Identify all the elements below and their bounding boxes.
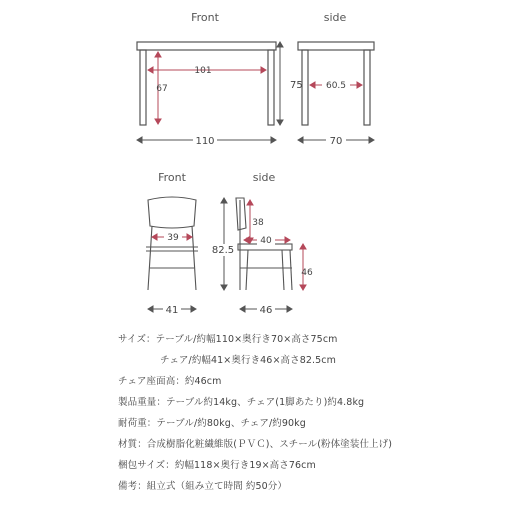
table-leg-height-value: 67	[156, 84, 168, 94]
chair-front-drawing	[146, 197, 198, 290]
chair-front-label: Front	[158, 171, 186, 184]
chair-side-label: side	[252, 171, 276, 184]
spec-size-table: サイズ：テーブル/約幅110×奥行き70×高さ75cm	[118, 334, 338, 345]
spec-weight: 製品重量：テーブル約14kg、チェア(1脚あたり)約4.8kg	[118, 397, 365, 408]
table-height-dim	[277, 42, 283, 125]
spec-seat-height: チェア座面高：約46cm	[118, 376, 222, 387]
spec-size-chair: チェア/約幅41×奥行き46×高さ82.5cm	[160, 355, 336, 366]
chair-seat-width-value: 39	[167, 233, 179, 243]
chair-height-value: 82.5	[211, 245, 235, 256]
table-front-left-leg	[140, 50, 146, 125]
chair-seat-height-value: 46	[301, 268, 313, 278]
chair-front-backrest	[148, 197, 196, 228]
spec-material: 材質：合成樹脂化粧繊維版(ＰＶＣ)、スチール(粉体塗装仕上げ)	[118, 439, 393, 450]
chair-back-height-value: 38	[252, 218, 264, 228]
chair-seat-depth-value: 40	[260, 236, 272, 246]
table-inner-width-value: 101	[194, 66, 212, 76]
spec-notes: 備考：組立式（組み立て時間 約50分）	[118, 481, 288, 492]
table-width-value: 110	[195, 136, 215, 147]
table-height-value: 75	[290, 80, 303, 91]
table-front-right-leg	[268, 50, 274, 125]
chair-depth-value: 46	[259, 305, 273, 316]
chair-side-backrest	[236, 198, 246, 230]
table-side-right-leg	[364, 50, 370, 125]
table-side-left-leg	[302, 50, 308, 125]
table-front-label: Front	[191, 11, 219, 24]
table-depth-value: 70	[329, 136, 343, 147]
table-front-top	[137, 42, 276, 50]
table-side-inner-value: 60.5	[325, 81, 347, 91]
table-side-top	[298, 42, 374, 50]
chair-width-value: 41	[165, 305, 179, 316]
chair-seat-height-dim	[300, 244, 306, 290]
spec-load-capacity: 耐荷重：テーブル/約80kg、チェア/約90kg	[118, 418, 306, 429]
spec-package-size: 梱包サイズ：約幅118×奥行き19×高さ76cm	[118, 460, 316, 471]
table-side-label: side	[323, 11, 347, 24]
